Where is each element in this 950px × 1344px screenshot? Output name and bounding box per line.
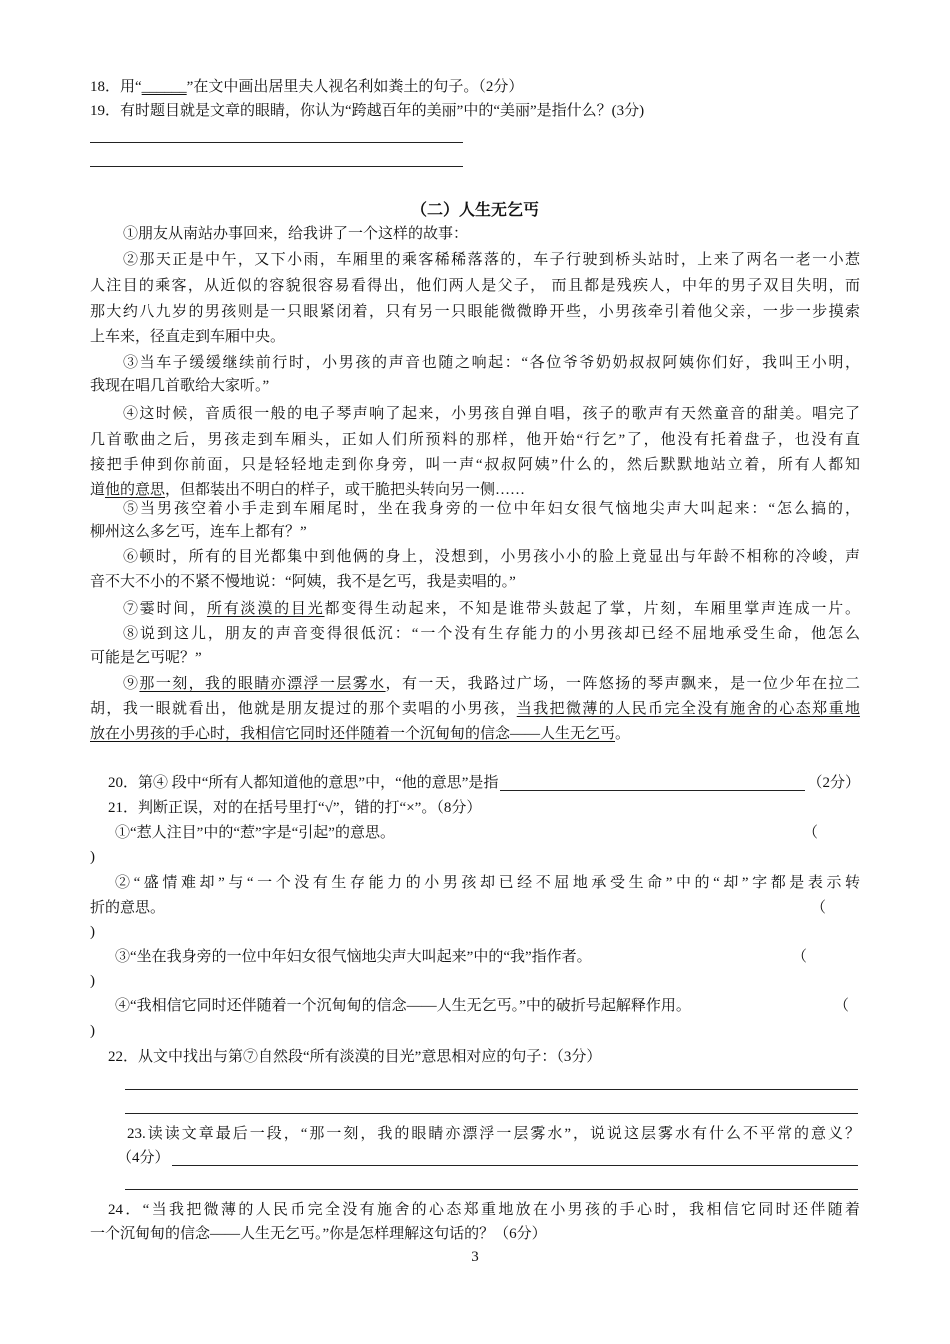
para-6 (123, 546, 860, 568)
question-24 (108, 1199, 860, 1221)
text: 柳州这么多乞丐，连车上都有？” (90, 524, 307, 540)
question-24 (90, 1223, 547, 1245)
para-8 (123, 623, 860, 645)
text: 都变得生动起来，不知是谁带头鼓起了掌，片刻，车厢里掌声连成一片。 (324, 601, 860, 617)
text: 22．从文中找出与第⑦自然段“所有淡漠的目光”意思相对应的句子：（3分） (108, 1049, 602, 1065)
question-20 (108, 772, 860, 794)
text: 道 (90, 482, 106, 498)
answer-paren[interactable]: （ (792, 949, 808, 965)
page-number (0, 1246, 950, 1268)
judge-paren-close (90, 970, 95, 992)
answer-blank[interactable] (172, 1149, 858, 1166)
text: ⑧说到这儿，朋友的声音变得很低沉：“一个没有生存能力的小男孩却已经不屈地承受生命，他怎么 (123, 626, 860, 642)
text: 几首歌曲之后，男孩走到车厢头，正如人们所预料的那样，他开始“行乞”了，他没有托着盘子，也没有直 (90, 432, 860, 448)
answer-line-q22-1 (125, 1089, 858, 1090)
text: ④这时候，音质很一般的电子琴声响了起来，小男孩自弹自唱，孩子的歌声有天然童音的甜美。唱完了 (123, 406, 860, 422)
text: 一个沉甸甸的信念——人生无乞丐。”你是怎样理解这句话的？（6分） (90, 1226, 547, 1242)
text: 20．第④ 段中“所有人都知道他的意思”中，“他的意思”是指 (108, 775, 499, 791)
text: 人注目的乘客，从近似的容貌很容易看得出，他们两人是父子， 而且都是残疾人，中年的男子双目失明，而 (90, 278, 860, 294)
text: 折的意思。 (90, 900, 166, 916)
text: 23.读读文章最后一段，“那一刻，我的眼睛亦漂浮一层雾水”，说说这层雾水有什么不平常的意义？ (127, 1126, 860, 1142)
text: ”在文中画出居里夫人视名利如粪土的句子。（2分） (186, 79, 524, 95)
text: 。 (615, 726, 631, 742)
question-19 (90, 100, 644, 122)
question-23-score (117, 1147, 860, 1169)
para-1 (123, 223, 468, 245)
para-9 (123, 673, 860, 695)
para-2 (123, 249, 860, 271)
text: ④“我相信它同时还伴随着一个沉甸甸的信念——人生无乞丐。”中的破折号起解释作用。 (115, 998, 691, 1014)
judge-item-4 (115, 995, 691, 1017)
text: 21．判断正误，对的在括号里打“√”，错的打“×”。（8分） (108, 800, 482, 816)
para-6 (90, 571, 516, 593)
underlined-text: 所有淡漠的目光 (206, 601, 325, 617)
answer-line-q19-1 (90, 142, 463, 143)
text: 可能是乞丐呢？” (90, 650, 202, 666)
para-5 (123, 498, 860, 520)
text: ，但都装出不明白的样子，或干脆把头转向另一侧…… (165, 482, 526, 498)
text: （2分） (807, 775, 860, 791)
text: ) (90, 849, 95, 865)
judge-item-1 (115, 822, 395, 844)
para-4 (90, 429, 860, 451)
text: 我现在唱几首歌给大家听。” (90, 378, 270, 394)
text: 18．用“ (90, 79, 142, 95)
text: ) (90, 924, 95, 940)
judge-paren-close (90, 846, 95, 868)
para-9 (90, 723, 630, 745)
para-5 (90, 521, 307, 543)
judge-item-3 (115, 946, 592, 968)
answer-line-q23-2 (125, 1189, 858, 1190)
underlined-text: 那一刻，我的眼睛亦漂浮一层雾水 (139, 676, 386, 692)
text: ③当车子缓缓继续前行时，小男孩的声音也随之响起：“各位爷爷奶奶叔叔阿姨你们好，我叫王小明， (123, 355, 860, 371)
question-18 (90, 76, 523, 98)
text: ⑦霎时间， (123, 601, 207, 617)
underlined-text: 当我把微薄的人民币完全没有施舍的心态郑重地 (516, 701, 860, 717)
para-7 (123, 598, 860, 620)
text: ) (90, 1023, 95, 1039)
para-2 (90, 326, 285, 348)
para-4 (123, 403, 860, 425)
text: 上车来，径直走到车厢中央。 (90, 329, 286, 345)
para-3 (123, 352, 860, 374)
question-21 (108, 797, 481, 819)
text: ⑤当男孩空着小手走到车厢尾时，坐在我身旁的一位中年妇女很气恼地尖声大叫起来：“怎么搞的， (123, 501, 860, 517)
para-9 (90, 698, 860, 720)
para-3 (90, 375, 269, 397)
para-8 (90, 647, 202, 669)
answer-line-q19-2 (90, 166, 463, 167)
text: ②那天正是中午，又下小雨，车厢里的乘客稀稀落落的，车子行驶到桥头站时，上来了两名一老一小惹 (123, 252, 860, 268)
underlined-text: 放在小男孩的手心时，我相信它同时还伴随着一个沉甸甸的信念——人生无乞丐 (90, 726, 616, 742)
text: ③“坐在我身旁的一位中年妇女很气恼地尖声大叫起来”中的“我”指作者。 (115, 949, 592, 965)
text: 3 (471, 1249, 479, 1265)
text: ) (90, 973, 95, 989)
answer-blank[interactable] (500, 774, 805, 791)
text: 19．有时题目就是文章的眼睛，你认为“跨越百年的美丽”中的“美丽”是指什么？(3分) (90, 103, 645, 119)
text: （4分） (117, 1150, 170, 1166)
question-22 (108, 1046, 601, 1068)
answer-line-q22-2 (125, 1113, 858, 1114)
text: 胡，我一眼就看出，他就是朋友提过的那个卖唱的小男孩， (90, 701, 517, 717)
para-2 (90, 275, 860, 297)
para-2 (90, 301, 860, 323)
text: ①“惹人注目”中的“惹”字是“引起”的意思。 (115, 825, 395, 841)
answer-paren[interactable]: （ (803, 825, 819, 841)
text: ⑨ (123, 676, 140, 692)
passage-title (0, 200, 950, 222)
text: ，有一天，我路过广场，一阵悠扬的琴声飘来，是一位少年在拉二 (385, 676, 860, 692)
underlined-text: ______ (141, 79, 187, 95)
text: 那大约八九岁的男孩则是一只眼紧闭着，只有另一只眼能微微睁开些，小男孩牵引着他父亲，一步一步摸索 (90, 304, 860, 320)
text: ⑥顿时，所有的目光都集中到他俩的身上，没想到，小男孩小小的脸上竟显出与年龄不相称的冷峻，声 (123, 549, 860, 565)
text: ①朋友从南站办事回来，给我讲了一个这样的故事： (123, 226, 469, 242)
judge-paren-close (90, 1020, 95, 1042)
text: （二）人生无乞丐 (410, 202, 539, 219)
para-4 (90, 454, 860, 476)
text: ②“盛情难却”与“一个没有生存能力的小男孩却已经不屈地承受生命”中的“却”字都是表示转 (115, 875, 860, 891)
answer-paren[interactable]: （ (811, 900, 827, 916)
judge-paren-close (90, 921, 95, 943)
answer-paren[interactable]: （ (834, 998, 850, 1014)
question-23 (127, 1123, 860, 1145)
judge-item-2 (115, 872, 860, 894)
judge-item-2 (90, 897, 165, 919)
underlined-text: 他的意思 (105, 482, 166, 498)
text: 接把手伸到你前面，只是轻轻地走到你身旁，叫一声“叔叔阿姨”什么的，然后默默地站立着，所有人都知 (90, 457, 860, 473)
text: 音不大不小的不紧不慢地说：“阿姨，我不是乞丐，我是卖唱的。” (90, 574, 516, 590)
text: 24．“当我把微薄的人民币完全没有施舍的心态郑重地放在小男孩的手心时，我相信它同时还伴随着 (108, 1202, 860, 1218)
